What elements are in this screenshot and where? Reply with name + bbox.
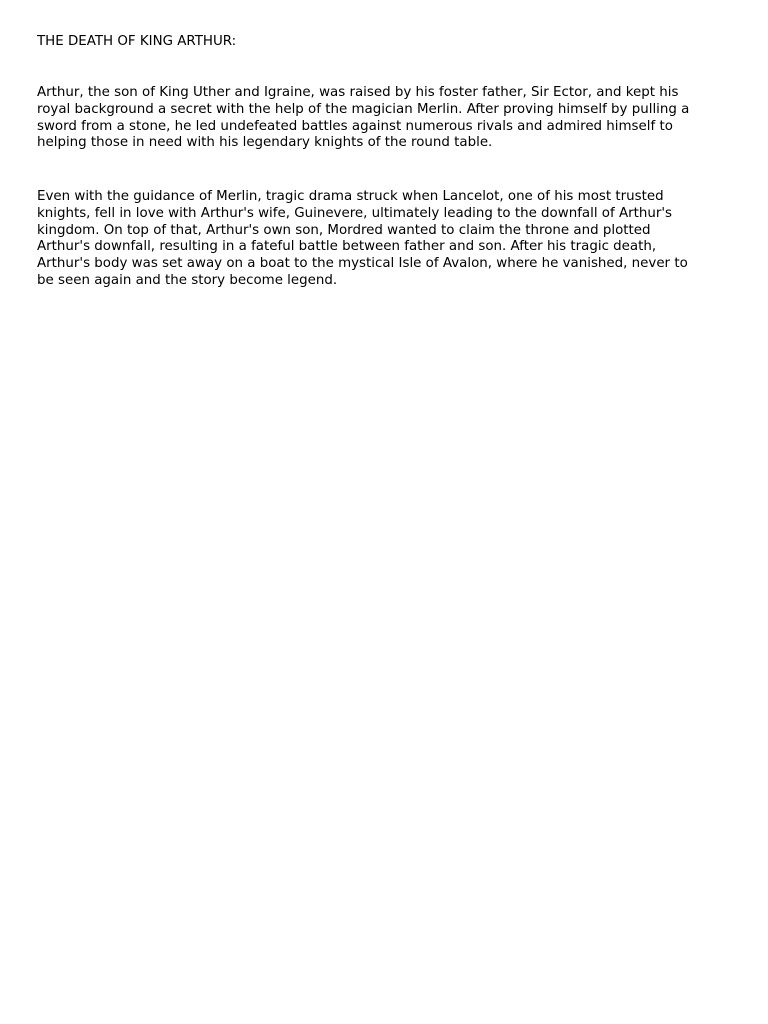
paragraph-line: Arthur's body was set away on a boat to the mystical Isle of Avalon, where he vanished, never to (37, 256, 688, 272)
paragraph-line: helping those in need with his legendary knights of the round table. (37, 135, 493, 151)
paragraph-line: royal background a secret with the help of the magician Merlin. After proving himself by pulling a (37, 101, 690, 117)
paragraph-downfall (37, 189, 737, 290)
paragraph-birth-and-rise (37, 85, 737, 152)
paragraph-line: knights, fell in love with Arthur's wife, Guinevere, ultimately leading to the downfall of Arthur's (37, 205, 673, 221)
paragraph-line: Arthur's downfall, resulting in a fateful battle between father and son. After his tragic death, (37, 239, 657, 255)
paragraph-line: Even with the guidance of Merlin, tragic drama struck when Lancelot, one of his most trusted (37, 189, 664, 204)
paragraph-line: kingdom. On top of that, Arthur's own son, Mordred wanted to claim the throne and plotted (37, 222, 651, 238)
paragraph-line: sword from a stone, he led undefeated battles against numerous rivals and admired himself to (37, 118, 673, 134)
document-title: THE DEATH OF KING ARTHUR: (37, 34, 237, 49)
paragraph-line: be seen again and the story become legend. (37, 272, 338, 288)
paragraph-line: Arthur, the son of King Uther and Igraine, was raised by his foster father, Sir Ector, and kept his (37, 85, 679, 100)
